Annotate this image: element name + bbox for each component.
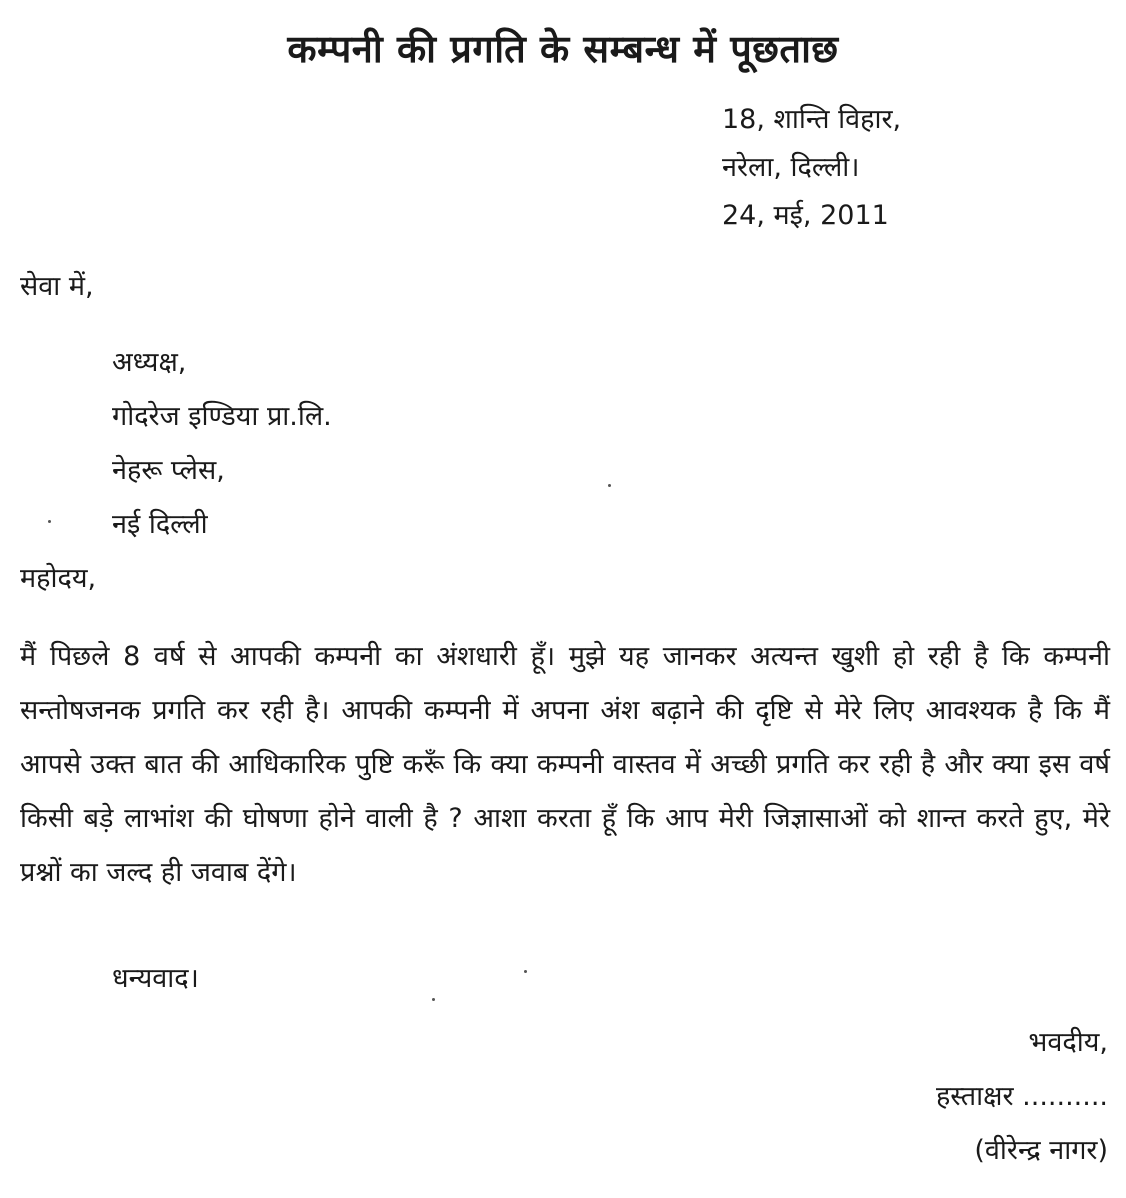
- letter-title: कम्पनी की प्रगति के सम्बन्ध में पूछताछ: [287, 27, 839, 71]
- letter-date: 24, मई, 2011: [722, 200, 889, 231]
- signature-line: हस्ताक्षर ..........: [935, 1081, 1108, 1112]
- sender-address-line-1: 18, शान्ति विहार,: [722, 104, 902, 135]
- sender-address-block: [722, 96, 901, 240]
- paper-speck: [432, 998, 435, 1001]
- recipient-locality: नेहरू प्लेस,: [112, 455, 225, 486]
- paper-speck: [608, 484, 611, 487]
- recipient-company: गोदरेज इण्डिया प्रा.लि.: [112, 401, 332, 432]
- recipient-designation: अध्यक्ष,: [112, 347, 187, 378]
- recipient-address-block: [112, 336, 332, 552]
- salutation: सेवा में,: [20, 271, 94, 302]
- sender-name: (वीरेन्द्र नागर): [974, 1135, 1108, 1166]
- paper-speck: [524, 970, 527, 973]
- greeting: महोदय,: [20, 563, 97, 594]
- paper-speck: [48, 520, 51, 523]
- closing-yours: भवदीय,: [1028, 1027, 1108, 1058]
- letter-body: मैं पिछले 8 वर्ष से आपकी कम्पनी का अंशधारी हूँ। मुझे यह जानकर अत्यन्त खुशी हो रही है कि कम्पनी सन्तोषजनक प्रगति कर रही है। आपकी कम्पनी में अपना अंश बढ़ाने की दृष्टि से मेरे लिए आवश्यक है कि मैं आपसे उक्त बात की आधिकारिक पुष्टि करूँ कि क्या कम्पनी वास्तव में अच्छी प्रगति कर रही है और क्या इस वर्ष किसी बड़े लाभांश की घोषणा होने वाली है ? आशा करता हूँ कि आप मेरी जिज्ञासाओं को शान्त करते हुए, मेरे प्रश्नों का जल्द ही जवाब देंगे।: [20, 641, 1110, 888]
- thanks-line: धन्यवाद।: [112, 963, 199, 994]
- recipient-city: नई दिल्ली: [112, 509, 208, 540]
- sender-address-line-2: नरेला, दिल्ली।: [722, 152, 860, 183]
- closing-block: [936, 1016, 1108, 1178]
